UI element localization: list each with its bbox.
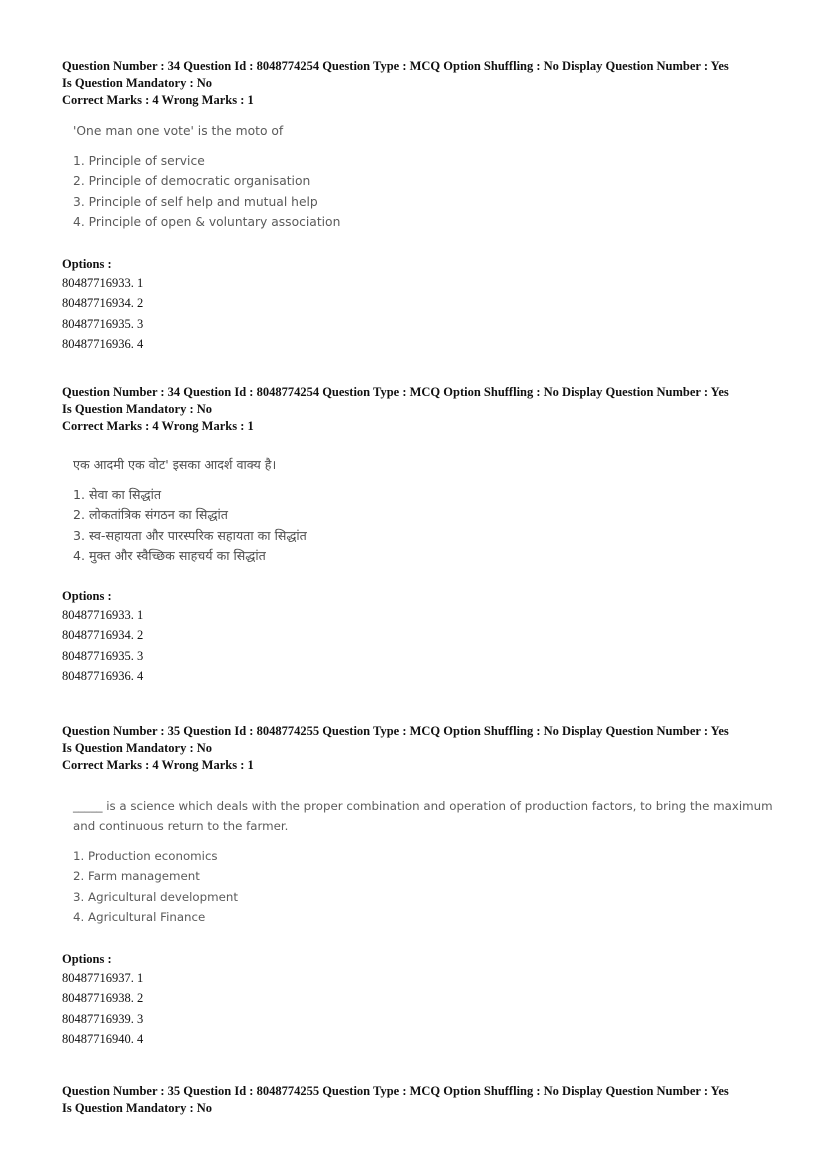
marks-line: Correct Marks : 4 Wrong Marks : 1 bbox=[62, 419, 254, 433]
choice-list bbox=[73, 485, 774, 566]
question-text-line: _____ is a science which deals with the proper combination and operation of production factors, to bring the maximum bbox=[73, 799, 773, 813]
marks-line: Correct Marks : 4 Wrong Marks : 1 bbox=[62, 93, 254, 107]
question-header: Question Number : 35 Question Id : 8048774255 Question Type : MCQ Option Shuffling : No Display Question Number : Yes bbox=[62, 724, 729, 738]
choice-item: 2. लोकतांत्रिक संगठन का सिद्धांत bbox=[73, 507, 228, 523]
option-row: 80487716937. 1 bbox=[62, 971, 144, 986]
choice-list bbox=[73, 846, 774, 927]
options-title: Options : bbox=[62, 257, 112, 272]
option-row: 80487716934. 2 bbox=[62, 296, 144, 311]
question-image bbox=[62, 796, 774, 927]
mandatory-line: Is Question Mandatory : No bbox=[62, 402, 213, 416]
question-block-35-hi bbox=[62, 1083, 774, 1117]
choice-item: 1. Principle of service bbox=[73, 154, 205, 168]
choice-item: 2. Principle of democratic organisation bbox=[73, 174, 311, 189]
choice-item: 2. Farm management bbox=[73, 869, 200, 884]
options-title: Options : bbox=[62, 589, 112, 604]
options-title: Options : bbox=[62, 952, 112, 967]
question-block-34-hi bbox=[62, 384, 774, 686]
question-header: Question Number : 34 Question Id : 8048774254 Question Type : MCQ Option Shuffling : No Display Question Number : Yes bbox=[62, 385, 729, 399]
option-row: 80487716934. 2 bbox=[62, 628, 144, 643]
question-text-line: and continuous return to the farmer. bbox=[73, 819, 289, 833]
option-row: 80487716936. 4 bbox=[62, 669, 144, 684]
choice-item: 1. सेवा का सिद्धांत bbox=[73, 487, 162, 502]
mandatory-line: Is Question Mandatory : No bbox=[62, 1101, 213, 1115]
option-row: 80487716938. 2 bbox=[62, 991, 144, 1006]
mandatory-line: Is Question Mandatory : No bbox=[62, 741, 213, 755]
choice-item: 3. Principle of self help and mutual help bbox=[73, 194, 318, 209]
marks-line: Correct Marks : 4 Wrong Marks : 1 bbox=[62, 758, 254, 772]
choice-item: 3. Agricultural development bbox=[73, 889, 238, 904]
choice-item: 4. मुक्त और स्वैच्छिक साहचर्य का सिद्धांत bbox=[73, 547, 266, 563]
option-row: 80487716935. 3 bbox=[62, 316, 144, 331]
choice-item: 3. स्व-सहायता और पारस्परिक सहायता का सिद्धांत bbox=[73, 527, 307, 543]
choice-item: 1. Production economics bbox=[73, 849, 218, 863]
question-image bbox=[62, 121, 774, 232]
choice-item: 4. Principle of open & voluntary association bbox=[73, 214, 341, 229]
option-row: 80487716933. 1 bbox=[62, 608, 144, 623]
option-row: 80487716939. 3 bbox=[62, 1011, 144, 1026]
mandatory-line: Is Question Mandatory : No bbox=[62, 76, 213, 90]
choice-item: 4. Agricultural Finance bbox=[73, 909, 206, 924]
question-header: Question Number : 35 Question Id : 8048774255 Question Type : MCQ Option Shuffling : No Display Question Number : Yes bbox=[62, 1084, 729, 1098]
option-row: 80487716933. 1 bbox=[62, 276, 144, 291]
question-text: 'One man one vote' is the moto of bbox=[73, 124, 284, 138]
question-block-34-en bbox=[62, 58, 774, 354]
question-header: Question Number : 34 Question Id : 8048774254 Question Type : MCQ Option Shuffling : No Display Question Number : Yes bbox=[62, 59, 729, 73]
option-row: 80487716936. 4 bbox=[62, 337, 144, 352]
option-row: 80487716940. 4 bbox=[62, 1032, 144, 1047]
choice-list bbox=[73, 151, 774, 232]
question-block-35-en bbox=[62, 723, 774, 1049]
option-row: 80487716935. 3 bbox=[62, 648, 144, 663]
question-text: एक आदमी एक वोट' इसका आदर्श वाक्य है। bbox=[73, 457, 277, 472]
question-image bbox=[62, 455, 774, 566]
